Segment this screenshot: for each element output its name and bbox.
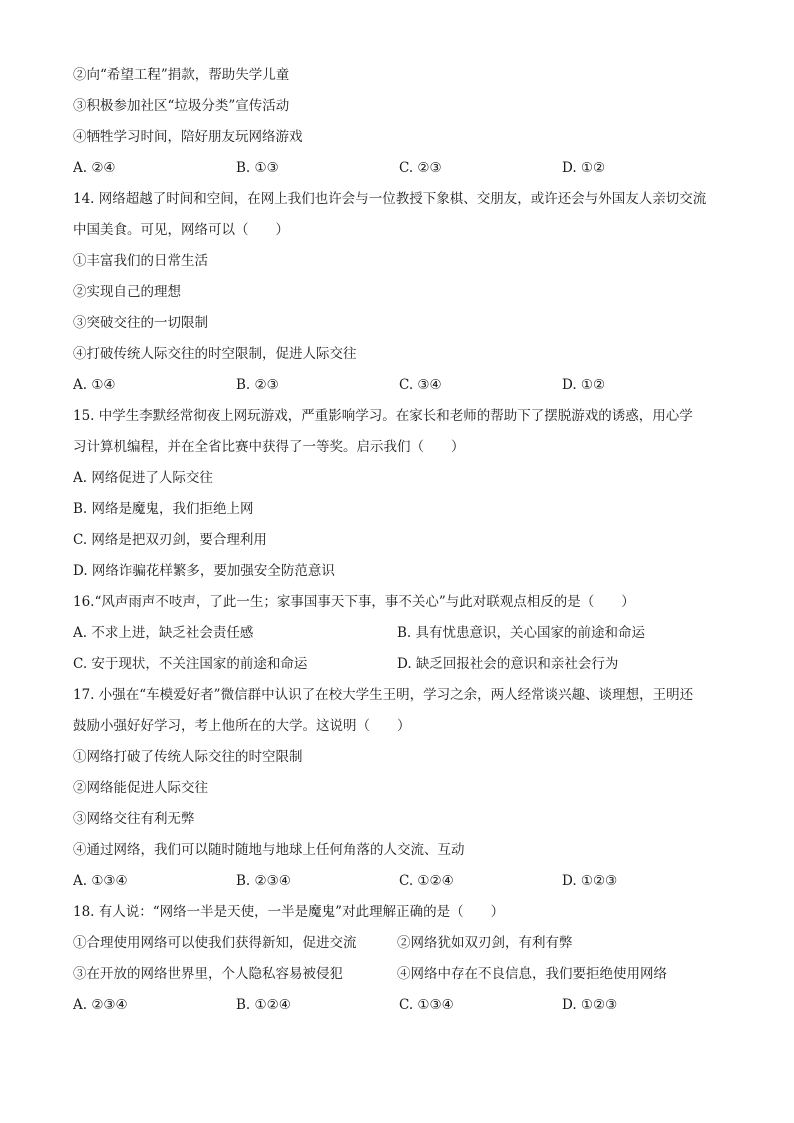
answer-options [73,155,733,186]
option-a: A. 网络促进了人际交往 [73,470,213,486]
option-d: D. 网络诈骗花样繁多，要加强安全防范意识 [73,563,335,579]
question-items-row [73,930,733,961]
answer-options [73,992,733,1023]
option-c: C. 安于现状，不关注国家的前途和命运 [73,656,308,672]
option-a: A. ②④ [73,160,116,176]
question-stem: 15. 中学生李默经常彻夜上网玩游戏，严重影响学习。在家长和老师的帮助下了摆脱游戏的诱惑，用心学 [73,408,693,424]
question-item: ③积极参加社区“垃圾分类”宣传活动 [73,98,290,114]
option-b: B. 具有忧患意识，关心国家的前途和命运 [397,625,646,641]
question-stem: 中国美食。可见，网络可以（ ） [73,222,289,238]
answer-options [73,868,733,899]
option-c: C. 网络是把双刃剑，要合理利用 [73,532,267,548]
option-c: C. ①②④ [399,873,454,889]
question-item: ③突破交往的一切限制 [73,315,208,331]
question-item: ③在开放的网络世界里，个人隐私容易被侵犯 [73,966,343,982]
option-b: B. ①②④ [236,997,291,1013]
question-stem: 17. 小强在“车模爱好者”微信群中认识了在校大学生王明，学习之余，两人经常谈兴趣、谈理想，王明还 [73,687,694,703]
question-18 [73,899,733,1023]
option-a: A. ②③④ [73,997,128,1013]
question-item: ②向“希望工程”捐款，帮助失学儿童 [73,67,290,83]
question-stem: 14. 网络超越了时间和空间，在网上我们也许会与一位教授下象棋、交朋友，或许还会与外国友人亲切交流 [73,191,707,207]
question-item: ②网络能促进人际交往 [73,780,208,796]
option-c: C. ③④ [399,377,442,393]
question-item: ④网络中存在不良信息，我们要拒绝使用网络 [397,966,667,982]
question-14 [73,186,733,403]
option-c: C. ①③④ [399,997,454,1013]
option-a: A. ①③④ [73,873,128,889]
option-b: B. ①③ [236,160,279,176]
exam-page [73,62,733,1023]
option-a: A. 不求上进，缺乏社会责任感 [73,625,254,641]
question-items-row [73,961,733,992]
option-a: A. ①④ [73,377,116,393]
question-item: ③网络交往有利无弊 [73,811,195,827]
option-b: B. ②③ [236,377,279,393]
question-item: ②实现自己的理想 [73,284,181,300]
question-stem: 16.“风声雨声不吱声，了此一生；家事国事天下事，事不关心”与此对联观点相反的是（ ） [73,594,635,610]
option-b: B. 网络是魔鬼，我们拒绝上网 [73,501,254,517]
option-d: D. ①② [562,377,606,393]
question-stem: 习计算机编程，并在全省比赛中获得了一等奖。启示我们（ ） [73,439,465,455]
question-item: ④打破传统人际交往的时空限制，促进人际交往 [73,346,357,362]
question-item: ①网络打破了传统人际交往的时空限制 [73,749,303,765]
option-d: D. ①② [562,160,606,176]
question-stem: 18. 有人说：“网络一半是天使，一半是魔鬼”对此理解正确的是（ ） [73,904,505,920]
question-item: ①丰富我们的日常生活 [73,253,208,269]
question-stem: 鼓励小强好好学习，考上他所在的大学。这说明（ ） [73,718,411,734]
option-d: D. 缺乏回报社会的意识和亲社会行为 [397,656,619,672]
answer-options [73,620,733,651]
question-item: ①合理使用网络可以使我们获得新知，促进交流 [73,935,357,951]
option-d: D. ①②③ [562,873,618,889]
question-item: ②网络犹如双刃剑，有利有弊 [397,935,573,951]
answer-options [73,651,733,682]
question-item: ④通过网络，我们可以随时随地与地球上任何角落的人交流、互动 [73,842,465,858]
question-item: ④牺牲学习时间，陪好朋友玩网络游戏 [73,129,303,145]
question-15 [73,403,733,589]
option-b: B. ②③④ [236,873,291,889]
question-17 [73,682,733,899]
option-d: D. ①②③ [562,997,618,1013]
answer-options [73,372,733,403]
option-c: C. ②③ [399,160,442,176]
question-16 [73,589,733,682]
